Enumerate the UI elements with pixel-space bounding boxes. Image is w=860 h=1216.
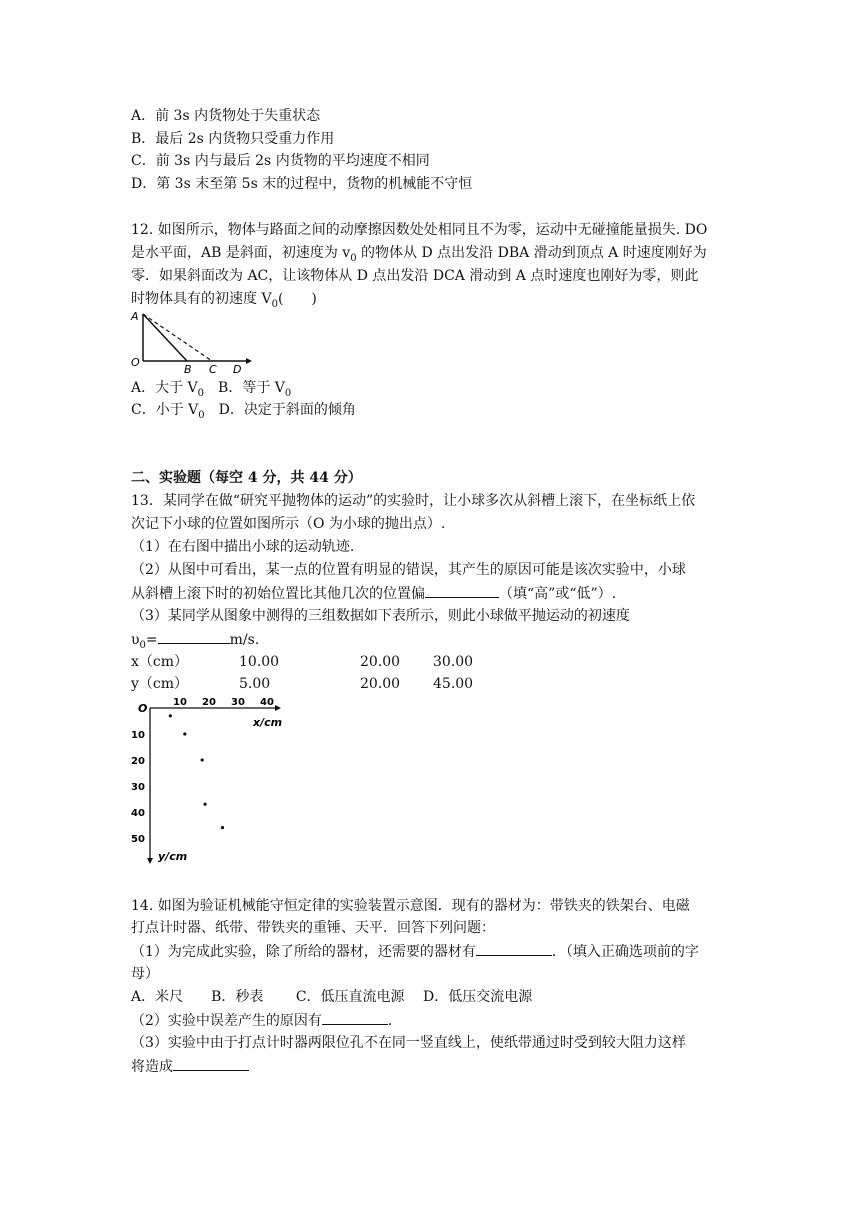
section-title: 二、实验题（每空 4 分，共 44 分） <box>131 470 362 486</box>
incline-figure <box>128 306 254 374</box>
table-cell: 45.00 <box>433 676 474 692</box>
q11-option-d: D．第 3s 末至第 5s 末的过程中，货物的机械能不守恒 <box>131 176 473 192</box>
table-cell: 10.00 <box>239 654 280 670</box>
data-point <box>183 732 186 735</box>
q12-line-2: 是水平面，AB 是斜面，初速度为 $v_0$ 的物体从 D 点出发沿 DBA 滑动到顶点 A 时速度刚好为 <box>131 245 707 264</box>
x-tick-label: 30 <box>231 697 245 708</box>
q12-line-4: 时物体具有的初速度 $V_0$( ) <box>131 291 317 310</box>
q14-options: A．米尺 B．秒表 C．低压直流电源 D．低压交流电源 <box>131 989 533 1005</box>
q12-line-3: 零．如果斜面改为 AC，让该物体从 D 点出发沿 DCA 滑动到 A 点时速度也刚好为零，则此 <box>131 268 699 284</box>
x-axis-label: x/cm <box>253 716 283 729</box>
table-x-label: x（cm） <box>131 654 189 670</box>
y-tick-label: 10 <box>131 730 145 741</box>
table-cell: 30.00 <box>433 654 474 670</box>
data-point <box>204 803 207 806</box>
y-axis-label: y/cm <box>158 850 188 863</box>
incline-ac <box>143 314 212 361</box>
data-point <box>221 826 224 829</box>
q13-line-7: $\upsilon_0= m/s$. <box>131 629 259 656</box>
q14-line-4: 母） <box>131 966 159 982</box>
q14-line-8: 将造成 <box>131 1056 249 1077</box>
table-cell: 20.00 <box>360 676 401 692</box>
table-cell: 5.00 <box>239 676 271 692</box>
x-tick-label: 10 <box>173 697 187 708</box>
answer-blank[interactable] <box>158 629 230 644</box>
label-d: D <box>233 363 242 374</box>
q14-line-7: （3）实验中由于打点计时器两限位孔不在同一竖直线上，使纸带通过时受到较大阻力这样 <box>131 1035 686 1051</box>
y-tick-label: 20 <box>131 756 145 767</box>
q14-line-3: （1）为完成此实验，除了所给的器材，还需要的器材有 ．（填入正确选项前的字 <box>131 941 699 962</box>
q12-options-cd: C．小于 $V_0$ D．决定于斜面的倾角 <box>131 402 356 421</box>
chart-origin: O <box>138 702 148 715</box>
answer-blank[interactable] <box>173 1056 249 1071</box>
answer-blank[interactable] <box>476 941 552 956</box>
data-point <box>201 758 204 761</box>
trajectory-chart <box>128 696 288 866</box>
q11-option-c: C．前 3s 内与最后 2s 内货物的平均速度不相同 <box>131 153 430 169</box>
q13-line-2: 次记下小球的位置如图所示（O 为小球的抛出点）. <box>131 516 446 532</box>
q14-line-6: （2）实验中误差产生的原因有 ． <box>131 1010 402 1031</box>
q14-line-1: 14. 如图为验证机械能守恒定律的实验装置示意图．现有的器材为：带铁夹的铁架台、电磁 <box>131 898 690 914</box>
q14-line-2: 打点计时器、纸带、带铁夹的重锤、天平．回答下列问题： <box>131 920 495 936</box>
data-point <box>169 714 172 717</box>
label-a: A <box>131 310 139 323</box>
label-c: C <box>209 363 217 374</box>
q13-line-4: （2）从图中可看出，某一点的位置有明显的错误，其产生的原因可能是该次实验中，小球 <box>131 562 686 578</box>
q13-line-1: 13．某同学在做“研究平抛物体的运动”的实验时，让小球多次从斜槽上滚下，在坐标纸上依 <box>131 493 696 509</box>
q13-line-5: 从斜槽上滚下时的初始位置比其他几次的位置偏 （填“高”或“低”）. <box>131 583 616 604</box>
q13-line-3: （1）在右图中描出小球的运动轨迹. <box>131 539 355 555</box>
x-tick-label: 20 <box>202 697 216 708</box>
y-tick-label: 30 <box>131 782 145 793</box>
q12-line-1: 12. 如图所示，物体与路面之间的动摩擦因数处处相同且不为零，运动中无碰撞能量损失. DO <box>131 222 708 238</box>
q11-option-b: B．最后 2s 内货物只受重力作用 <box>131 131 335 147</box>
answer-blank[interactable] <box>322 1010 388 1025</box>
q11-option-a: A．前 3s 内货物处于失重状态 <box>131 108 321 124</box>
y-tick-label: 40 <box>131 808 145 819</box>
q13-line-6: （3）某同学从图象中测得的三组数据如下表所示，则此小球做平抛运动的初速度 <box>131 608 630 624</box>
q12-options-ab: A．大于 $V_0$ B．等于 $V_0$ <box>131 380 292 399</box>
answer-blank[interactable] <box>425 583 499 598</box>
table-y-label: y（cm） <box>131 676 189 692</box>
x-tick-label: 40 <box>260 697 274 708</box>
y-tick-label: 50 <box>131 834 145 845</box>
label-b: B <box>184 363 192 374</box>
table-cell: 20.00 <box>360 654 401 670</box>
incline-ab <box>143 314 187 361</box>
label-o: O <box>131 356 140 369</box>
